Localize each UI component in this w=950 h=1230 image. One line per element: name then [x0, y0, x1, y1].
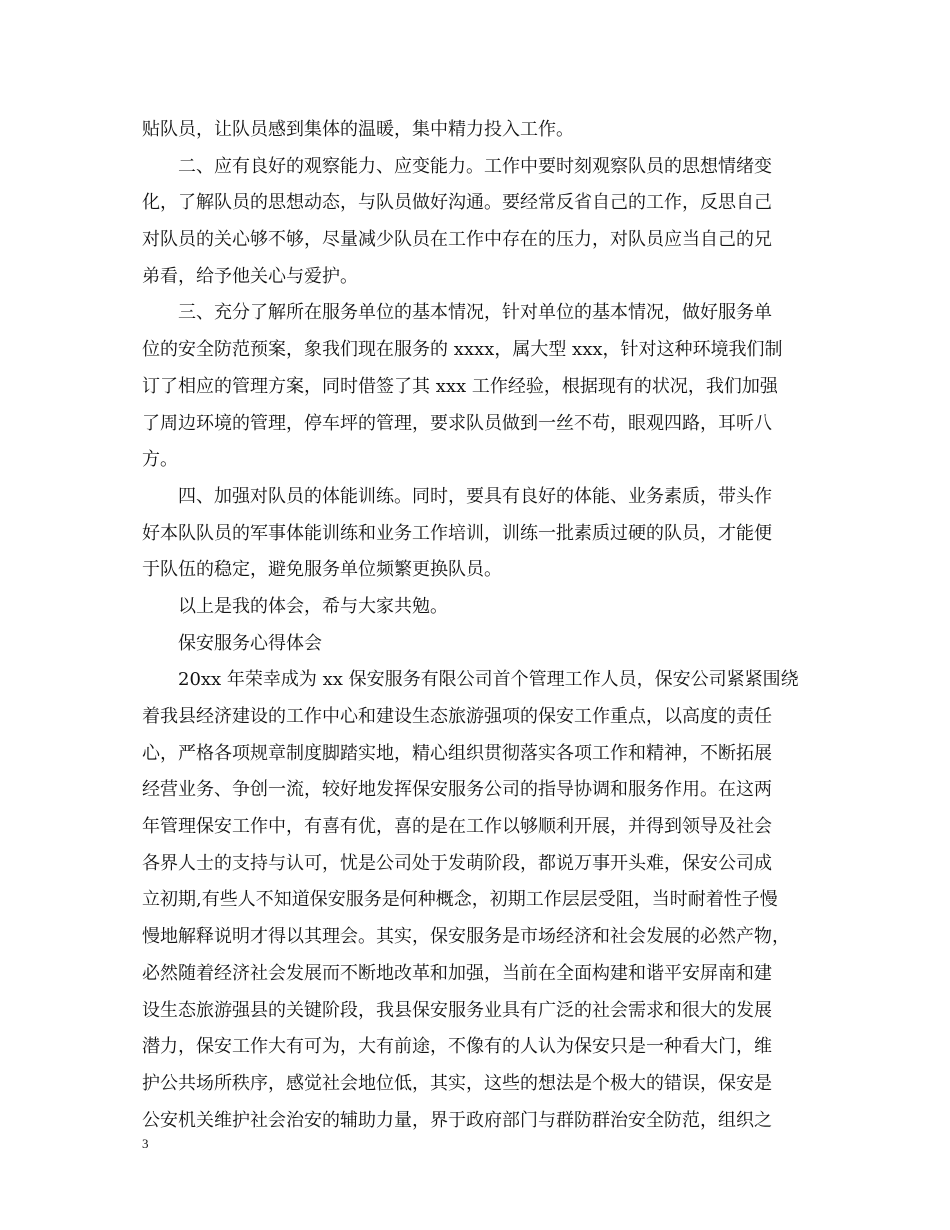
text-line: 以上是我的体会，希与大家共勉。	[178, 595, 448, 617]
text-line: 方。	[142, 449, 178, 471]
body-text	[142, 112, 812, 1139]
text-line: 各界人士的支持与认可，忧是公司处于发萌阶段，都说万事开头难，保安公司成	[142, 852, 772, 874]
text-line: 弟看，给予他关心与爱护。	[142, 265, 358, 287]
text-line: 心，严格各项规章制度脚踏实地，精心组织贯彻落实各项工作和精神，不断拓展	[142, 742, 772, 764]
text-line: 慢地解释说明才得以其理会。其实，保安服务是市场经济和社会发展的必然产物，	[142, 926, 790, 948]
text-line: 保安服务心得体会	[178, 632, 322, 654]
text-line: 三、充分了解所在服务单位的基本情况，针对单位的基本情况，做好服务单	[178, 302, 772, 324]
text-line: 必然随着经济社会发展而不断地改革和加强，当前在全面构建和谐平安屏南和建	[142, 962, 772, 984]
text-line: 护公共场所秩序，感觉社会地位低，其实，这些的想法是个极大的错误，保安是	[142, 1072, 772, 1094]
text-line: 于队伍的稳定，避免服务单位频繁更换队员。	[142, 559, 502, 581]
text-line: 经营业务、争创一流，较好地发挥保安服务公司的指导协调和服务作用。在这两	[142, 779, 772, 801]
text-line: 了周边环境的管理，停车坪的管理，要求队员做到一丝不苟，眼观四路，耳听八	[142, 412, 772, 434]
text-line: 四、加强对队员的体能训练。同时，要具有良好的体能、业务素质，带头作	[178, 485, 772, 507]
text-line: 二、应有良好的观察能力、应变能力。工作中要时刻观察队员的思想情绪变	[178, 155, 772, 177]
text-line: 年管理保安工作中，有喜有优，喜的是在工作以够顺利开展，并得到领导及社会	[142, 816, 772, 838]
text-line: 着我县经济建设的工作中心和建设生态旅游强项的保安工作重点，以高度的责任	[142, 706, 772, 727]
text-line: 化，了解队员的思想动态，与队员做好沟通。要经常反省自己的工作，反思自己	[142, 192, 772, 214]
text-line: 好本队队员的军事体能训练和业务工作培训，训练一批素质过硬的队员，才能便	[142, 522, 772, 544]
text-line: 公安机关维护社会治安的辅助力量，界于政府部门与群防群治安全防范，组织之	[142, 1109, 772, 1131]
text-line: 对队员的关心够不够，尽量减少队员在工作中存在的压力，对队员应当自己的兄	[142, 229, 772, 251]
text-line: 立初期,有些人不知道保安服务是何种概念，初期工作层层受阻，当时耐着性子慢	[142, 889, 778, 911]
text-line: 20xx 年荣幸成为 xx 保安服务有限公司首个管理工作人员，保安公司紧紧围绕	[178, 669, 799, 691]
text-line: 位的安全防范预案，象我们现在服务的 xxxx，属大型 xxx，针对这种环境我们制	[142, 339, 783, 361]
text-line: 订了相应的管理方案，同时借签了其 xxx 工作经验，根据现有的状况，我们加强	[142, 375, 778, 397]
text-line: 设生态旅游强县的关键阶段，我县保安服务业具有广泛的社会需求和很大的发展	[142, 999, 772, 1021]
text-line: 贴队员，让队员感到集体的温暖，集中精力投入工作。	[142, 119, 574, 140]
text-line: 潜力，保安工作大有可为，大有前途，不像有的人认为保安只是一种看大门，维	[142, 1036, 772, 1058]
page-number: 3	[142, 1136, 149, 1151]
